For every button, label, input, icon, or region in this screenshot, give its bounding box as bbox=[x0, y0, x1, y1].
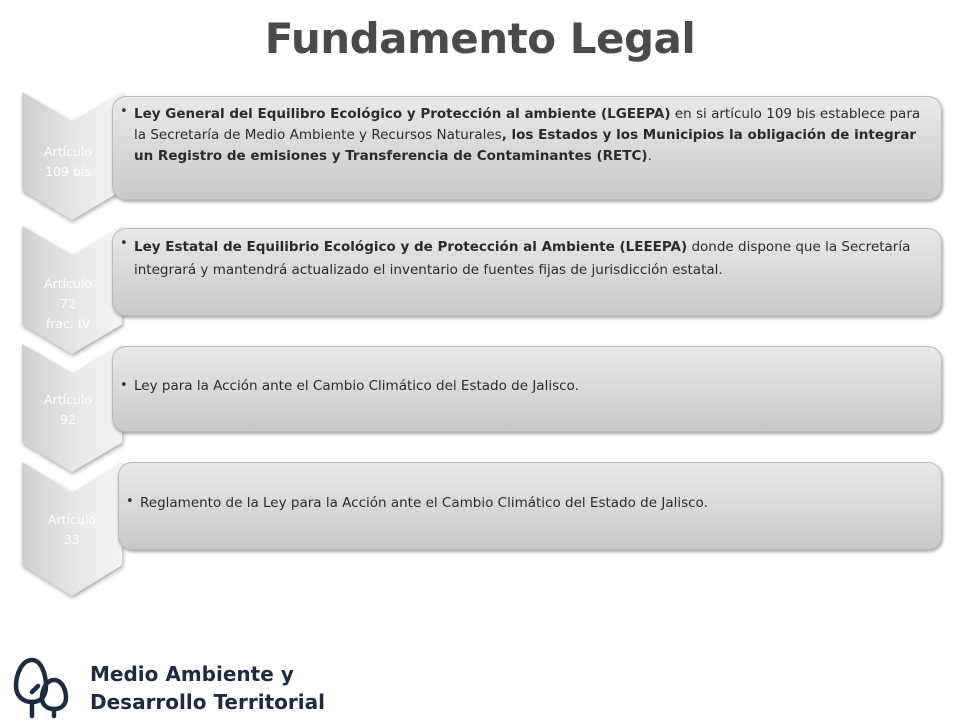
article-label-line: Artículo bbox=[44, 144, 92, 159]
trees-logo-icon bbox=[12, 654, 74, 720]
law-text-4: Reglamento de la Ley para la Acción ante el Cambio Climático del Estado de Jalisco. bbox=[140, 495, 708, 511]
article-label-line: 109 bis bbox=[45, 164, 91, 179]
law-text-3: Ley para la Acción ante el Cambio Climático del Estado de Jalisco. bbox=[134, 378, 579, 394]
law-text-2: Ley Estatal de Equilibrio Ecológico y de Protección al Ambiente (LEEEPA) donde dispone que la Secretaría integrará y mantendrá actualizado el inventario de fuentes fijas de jurisdicción estatal. bbox=[134, 239, 911, 278]
brand-line-1: Medio Ambiente y bbox=[90, 662, 294, 686]
article-label-line: Artículo bbox=[44, 392, 92, 407]
article-chevron-3 bbox=[22, 344, 122, 472]
article-label-line: 72 bbox=[60, 296, 76, 311]
article-label-line: Artículo bbox=[44, 276, 92, 291]
brand-name bbox=[90, 660, 325, 716]
article-label-line: 33 bbox=[64, 532, 80, 547]
article-label-line: 92 bbox=[60, 412, 76, 427]
article-chevron-4 bbox=[22, 462, 122, 596]
article-label-line: Artículo bbox=[48, 512, 96, 527]
page-title: Fundamento Legal bbox=[264, 14, 696, 63]
law-text-1: Ley General del Equilibro Ecológico y Protección al ambiente (LGEEPA) en si artículo 109 bis establece para la Secretaría de Medio Ambiente y Recursos Naturales, los Estados y los Municipios la obligación de integrar un Registro de emisiones y Transferencia de Contaminantes (RETC). bbox=[134, 106, 921, 164]
article-chevron-2 bbox=[22, 226, 122, 354]
article-chevron-1 bbox=[22, 92, 122, 220]
article-label-line: frac. IV bbox=[45, 316, 91, 331]
slide: Fundamento Legal Artículo 109 bis • Ley General del Equilibro Ecológico y Protección al ambiente (LGEEPA) en si artículo 109 bis establece para la Secretaría de Medio Ambiente y Recursos Naturales, los Estados y los Municipios la obligación de integrar un Registro de emisiones y Transferencia de Contaminantes (RETC). Artículo 72 frac. IV • Ley Estatal de Equilibrio Ecológico y de Protección al Ambiente (LEEEPA) donde dispone que la Secretaría integrará y mantendrá actualizado el inventario de fuentes fijas de jurisdicción estatal. Artículo 92 • Ley para la Acción ante el Cambio Climático del Estado de Jalisco. Artículo 33 • Reglamento de la Ley para la Acción ante el Cambio Climático del Estado de Jalisco. Medio Ambiente y Desarrollo Territorial bbox=[0, 0, 960, 720]
brand-line-2: Desarrollo Territorial bbox=[90, 690, 325, 714]
